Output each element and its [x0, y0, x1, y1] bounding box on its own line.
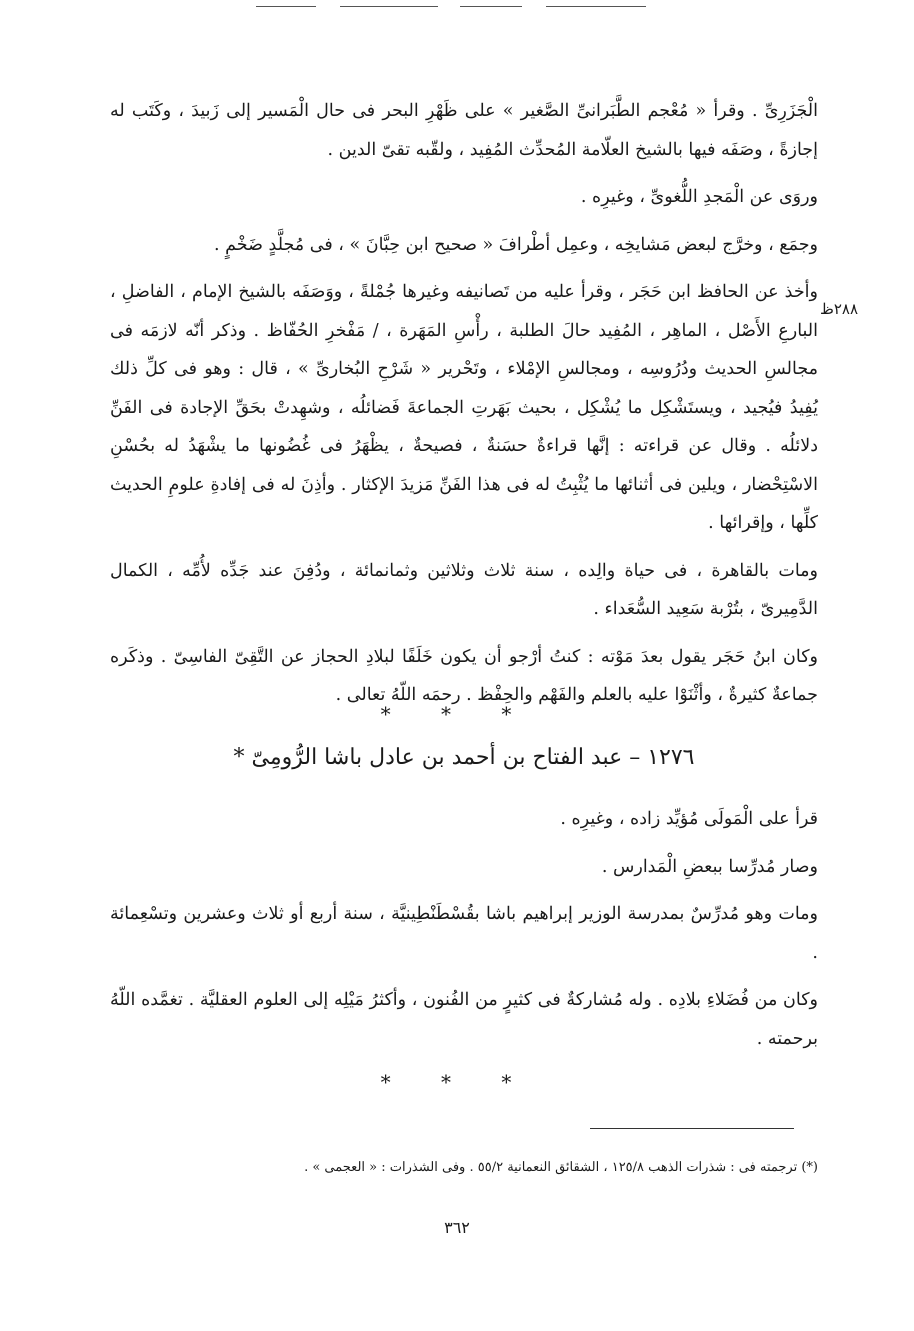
section-separator: * * *	[380, 702, 534, 726]
page-number: ٣٦٢	[444, 1218, 470, 1237]
paragraph: ومات وهو مُدرِّسٌ بمدرسة الوزير إبراهيم باشا بقُسْطَنْطِينيَّة ، سنة أربع أو ثلاث وعشرين وتسْعِمائة .	[110, 904, 818, 963]
header-rule	[256, 6, 316, 7]
footnote-rule	[590, 1128, 794, 1129]
paragraph: وجمَع ، وخرَّج لبعض مَشايخِه ، وعمِل أطْرافَ « صحيح ابن حِبَّانَ » ، فى مُجلَّدٍ ضَخْمٍ .	[214, 234, 818, 255]
paragraph: وكان ابنُ حَجَر يقول بعدَ مَوْته : كنتُ أرْجو أن يكون خَلَفًا لبلادِ الحجاز عن التَّقِىّ الفاسِىّ . وذكَره جماعةٌ كثيرةٌ ، وأثْنَوْا عليه بالعلم والفَهْم والحِفْظ . رحمَه اللّهُ تعالى .	[110, 646, 818, 705]
footnote: (*) ترجمته فى : شذرات الذهب ١٢٥/٨ ، الشقائق النعمانية ٥٥/٢ . وفى الشذرات : « العجمى » .	[304, 1160, 818, 1175]
entry-heading: ١٢٧٦ – عبد الفتاح بن أحمد بن عادل باشا الرُّومِىّ *	[233, 745, 695, 770]
paragraph: ومات بالقاهرة ، فى حياة والِده ، سنة ثلاث وثلاثين وثمانمائة ، ودُفِنَ عند جَدِّه لأُمِّه ، الكمال الدَّمِيرىّ ، بتُرْبة سَعِيد السُّعَداء .	[110, 560, 818, 619]
folio-margin-note: ٢٨٨ظ	[820, 300, 859, 318]
section-separator: * * *	[380, 1070, 534, 1094]
paragraph: وأخذ عن الحافظ ابن حَجَر ، وقرأ عليه من تَصانيفه وغيرها جُمْلةً ، ووَصَفَه بالشيخ الإمام ، الفاضلِ ، البارعِ الأَصْل ، الماهِر ، المُفِيد حالَ الطلبة ، رأْسِ المَهَرة ، / مَفْخرِ الحُفّاظ . وذكر أنّه لازمَه فى مجالسِ الحديث ودُرُوسِه ، ومجالسِ الإمْلاء ، وتَحْرير « شَرْحِ البُخارىِّ » ، قال : وهو فى كلِّ ذلك يُفِيدُ فيُجيد ، ويستَشْكِل ما يُشْكِل ، بحيث بَهَرتِ الجماعةَ فَضائلُه ، وشهِدتْ بحَقِّ الإجادة فى الفَنِّ دلائلُه . وقال عن قراءته : إنَّها قراءةٌ حسَنةٌ ، فصيحةٌ ، يظْهَرُ فى غُضُونها ما يشْهَدُ له بحُسْنِ الاسْتِحْضار ، ويلين فى أثنائها ما يُثْبِتُ له فى هذا الفَنِّ مَزيدَ الإكثار . وأذِنَ له فى إفادةِ علومِ الحديث كلِّها ، وإقرائها .	[110, 282, 818, 533]
entry-body-1	[110, 92, 818, 724]
paragraph: وكان من فُضَلاءِ بلادِه . وله مُشاركةٌ فى كثيرٍ من الفُنون ، وأكثرُ مَيْلِه إلى العلوم العقليَّة . تغمَّده اللّهُ برحمته .	[110, 990, 818, 1049]
header-rule	[546, 6, 646, 7]
paragraph: وصار مُدرِّسا ببعضِ الْمَدارس .	[601, 856, 818, 877]
entry-body-2	[110, 800, 818, 1067]
header-rule	[460, 6, 522, 7]
paragraph: قرأ على الْمَولَى مُؤيِّد زاده ، وغيرِه .	[560, 809, 818, 829]
paragraph: وروَى عن الْمَجدِ اللُّغوىِّ ، وغيرِه .	[580, 187, 818, 207]
header-rule	[340, 6, 438, 7]
paragraph: الْجَزَرِىِّ . وقرأ « مُعْجم الطَّبَرانىِّ الصَّغير » على ظَهْرِ البحر فى حال الْمَسير إلى زَبيدَ ، وكَتَب له إجازةً ، وصَفَه فيها بالشيخ العلّامة المُحدِّث المُفِيد ، ولقّبه تقىّ الدين .	[110, 101, 818, 160]
